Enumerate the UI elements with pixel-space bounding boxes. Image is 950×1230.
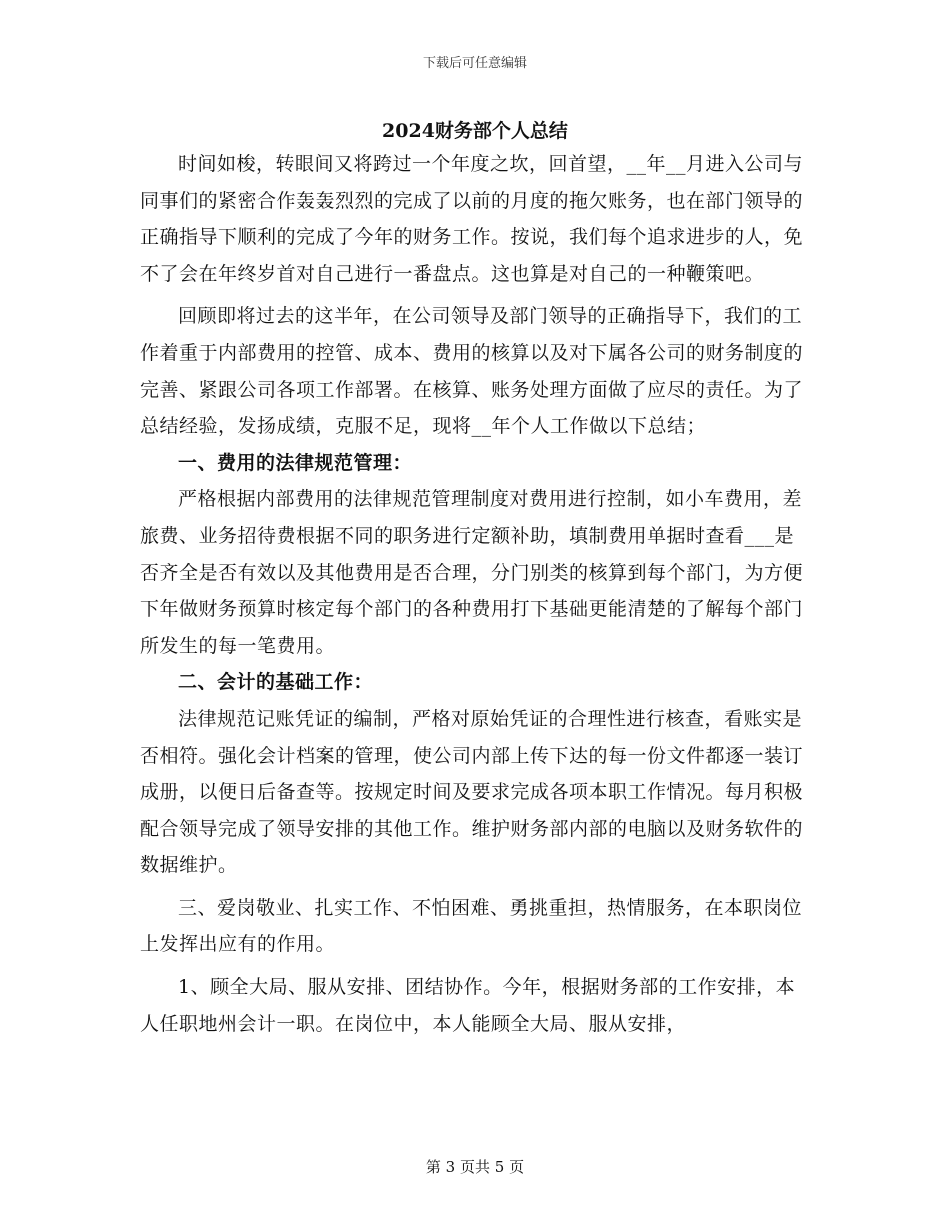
- paragraph-dedication: 三、爱岗敬业、扎实工作、不怕困难、勇挑重担，热情服务，在本职岗位上发挥出应有的作用。: [140, 896, 803, 956]
- section-heading-accounting: 二、会计的基础工作：: [178, 671, 374, 694]
- page-number: 第 3 页共 5 页: [425, 1158, 525, 1176]
- document-title: 2024财务部个人总结: [382, 120, 568, 142]
- section-heading-expense: 一、费用的法律规范管理：: [178, 451, 413, 474]
- paragraph-review: 回顾即将过去的这半年，在公司领导及部门领导的正确指导下，我们的工作着重于内部费用的控管、成本、费用的核算以及对下属各公司的财务制度的完善、紧跟公司各项工作部署。在核算、账务处理方面做了应尽的责任。为了总结经验，发扬成绩，克服不足，现将__年个人工作做以下总结；: [140, 305, 804, 438]
- document-body: [140, 146, 812, 1042]
- paragraph-teamwork: 1、顾全大局、服从安排、团结协作。今年，根据财务部的工作安排，本人任职地州会计一职。在岗位中，本人能顾全大局、服从安排，: [140, 976, 796, 1035]
- paragraph-accounting: 法律规范记账凭证的编制，严格对原始凭证的合理性进行核查，看账实是否相符。强化会计档案的管理，使公司内部上传下达的每一份文件都逐一装订成册，以便日后备查等。按规定时间及要求完成各项本职工作情况。每月积极配合领导完成了领导安排的其他工作。维护财务部内部的电脑以及财务软件的数据维护。: [140, 707, 804, 877]
- page-header-note: 下载后可任意编辑: [422, 56, 527, 71]
- paragraph-intro: 时间如梭，转眼间又将跨过一个年度之坎，回首望，__年__月进入公司与同事们的紧密合作轰轰烈烈的完成了以前的月度的拖欠账务，也在部门领导的正确指导下顺利的完成了今年的财务工作。按说，我们每个追求进步的人，免不了会在年终岁首对自己进行一番盘点。这也算是对自己的一种鞭策吧。: [140, 153, 804, 285]
- paragraph-expense: 严格根据内部费用的法律规范管理制度对费用进行控制，如小车费用，差旅费、业务招待费根据不同的职务进行定额补助，填制费用单据时查看___是否齐全是否有效以及其他费用是否合理，分门别类的核算到每个部门，为方便下年做财务预算时核定每个部门的各种费用打下基础更能清楚的了解每个部门所发生的每一笔费用。: [140, 488, 804, 657]
